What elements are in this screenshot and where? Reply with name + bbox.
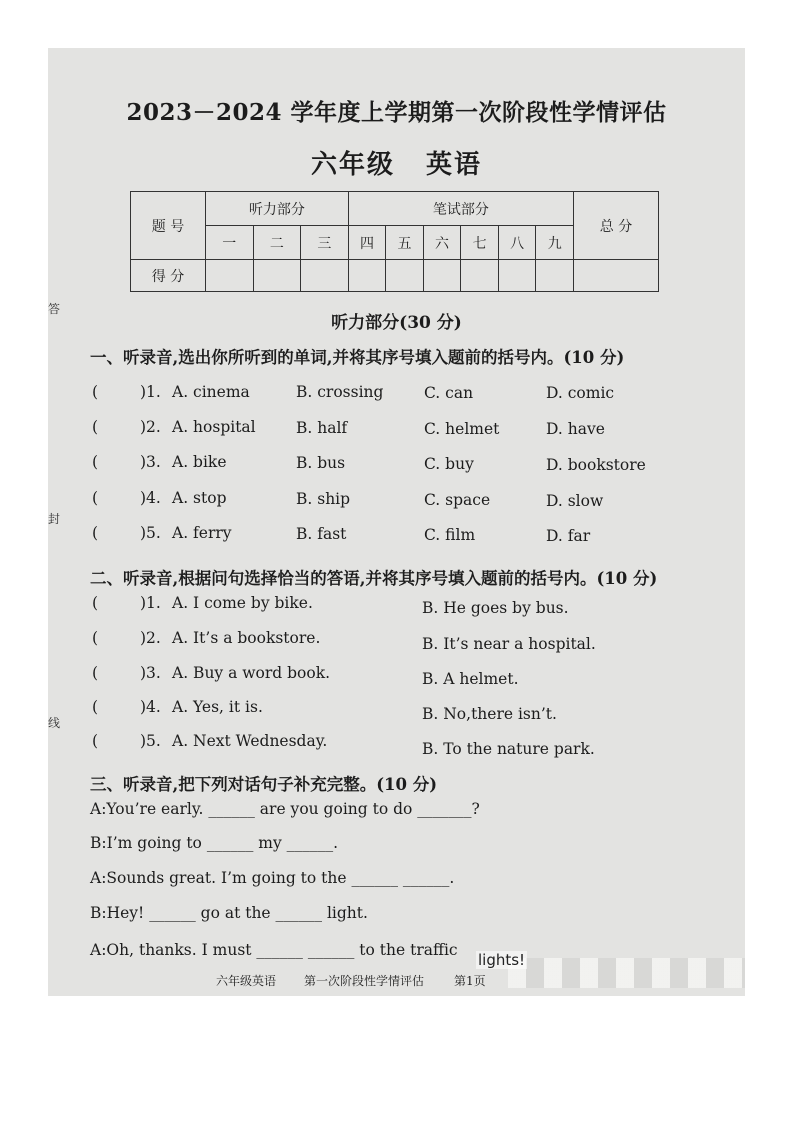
option-d: D. slow: [546, 492, 604, 510]
dialogue-line: B:I’m going to ______ my ______.: [90, 834, 339, 852]
option-d: D. comic: [546, 384, 615, 402]
option-a: A. ferry: [172, 524, 232, 542]
option-b: B. No,there isn’t.: [422, 705, 557, 723]
exam-subtitle: [48, 144, 745, 181]
dialogue-line: B:Hey! ______ go at the ______ light.: [90, 904, 368, 922]
section1-title: 一、听录音,选出你所听到的单词,并将其序号填入题前的括号内。(10 分): [90, 348, 625, 367]
option-b: B. crossing: [296, 383, 384, 401]
question-number: )3.: [140, 664, 161, 682]
answer-bracket[interactable]: (: [92, 383, 99, 401]
option-c: C. buy: [424, 455, 474, 473]
side-mark: 封: [48, 512, 61, 526]
total-header-cell: 总 分: [574, 192, 659, 260]
option-b: B. half: [296, 419, 348, 437]
answer-bracket[interactable]: (: [92, 732, 99, 750]
score-blank-cell[interactable]: [348, 260, 386, 292]
question-number: )4.: [140, 489, 161, 507]
question-number: )1.: [140, 383, 161, 401]
total-score-cell[interactable]: [574, 260, 659, 292]
section3-title: 三、听录音,把下列对话句子补充完整。(10 分): [90, 775, 438, 794]
exam-paper: [48, 48, 745, 996]
option-b: B. bus: [296, 454, 346, 472]
option-a: A. Next Wednesday.: [172, 732, 328, 750]
answer-bracket[interactable]: (: [92, 418, 99, 436]
score-blank-cell[interactable]: [253, 260, 301, 292]
number-cell: 八: [498, 226, 536, 260]
option-a: A. Buy a word book.: [172, 664, 331, 682]
answer-bracket[interactable]: (: [92, 453, 99, 471]
option-d: D. have: [546, 420, 605, 438]
score-blank-cell[interactable]: [206, 260, 254, 292]
blurred-region: [508, 958, 745, 988]
grade-label: 六年级: [310, 150, 395, 180]
number-cell: 五: [386, 226, 424, 260]
defen-cell: 得 分: [131, 260, 206, 292]
number-cell: 六: [423, 226, 461, 260]
dialogue-end-word: lights!: [478, 951, 526, 969]
option-c: C. helmet: [424, 420, 500, 438]
option-b: B. ship: [296, 490, 351, 508]
number-cell: 九: [536, 226, 574, 260]
answer-bracket[interactable]: (: [92, 524, 99, 542]
score-blank-cell[interactable]: [301, 260, 349, 292]
option-b: B. To the nature park.: [422, 740, 595, 758]
option-c: C. can: [424, 384, 474, 402]
option-d: D. far: [546, 527, 591, 545]
question-number: )5.: [140, 524, 161, 542]
option-a: A. I come by bike.: [172, 594, 313, 612]
score-blank-cell[interactable]: [423, 260, 461, 292]
dialogue-line: A:You’re early. ______ are you going to do _______?: [90, 800, 480, 818]
footer-left: 六年级英语: [216, 974, 277, 988]
answer-bracket[interactable]: (: [92, 664, 99, 682]
score-table: [130, 191, 659, 292]
option-a: A. bike: [172, 453, 227, 471]
number-cell: 三: [301, 226, 349, 260]
listening-part-heading: 听力部分(30 分): [331, 313, 462, 333]
number-cell: 七: [461, 226, 499, 260]
footer-middle: 第一次阶段性学情评估: [304, 974, 425, 988]
option-a: A. Yes, it is.: [172, 698, 263, 716]
dialogue-line: A:Sounds great. I’m going to the ______ ______.: [90, 869, 455, 887]
score-blank-cell[interactable]: [498, 260, 536, 292]
number-cell: 一: [206, 226, 254, 260]
answer-bracket[interactable]: (: [92, 489, 99, 507]
question-number: )2.: [140, 418, 161, 436]
exam-title: 2023－2024 学年度上学期第一次阶段性学情评估: [126, 99, 667, 126]
option-a: A. stop: [172, 489, 227, 507]
answer-bracket[interactable]: (: [92, 698, 99, 716]
option-d: D. bookstore: [546, 456, 646, 474]
option-c: C. space: [424, 491, 491, 509]
number-cell: 四: [348, 226, 386, 260]
option-a: A. It’s a bookstore.: [172, 629, 321, 647]
option-a: A. cinema: [172, 383, 250, 401]
score-blank-cell[interactable]: [536, 260, 574, 292]
side-mark: 线: [48, 716, 61, 730]
writing-header-cell: 笔试部分: [348, 192, 573, 226]
section2-title: 二、听录音,根据问句选择恰当的答语,并将其序号填入题前的括号内。(10 分): [90, 569, 658, 588]
answer-bracket[interactable]: (: [92, 594, 99, 612]
number-cell: 二: [253, 226, 301, 260]
tihao-cell: 题 号: [131, 192, 206, 260]
answer-bracket[interactable]: (: [92, 629, 99, 647]
dialogue-line: A:Oh, thanks. I must ______ ______ to the traffic: [90, 941, 458, 959]
option-b: B. fast: [296, 525, 347, 543]
option-c: C. film: [424, 526, 476, 544]
score-blank-cell[interactable]: [386, 260, 424, 292]
option-b: B. It’s near a hospital.: [422, 635, 596, 653]
question-number: )2.: [140, 629, 161, 647]
question-number: )4.: [140, 698, 161, 716]
option-b: B. He goes by bus.: [422, 599, 569, 617]
side-mark: 答: [48, 302, 61, 316]
question-number: )5.: [140, 732, 161, 750]
option-b: B. A helmet.: [422, 670, 519, 688]
subject-label: 英语: [426, 150, 483, 180]
option-a: A. hospital: [172, 418, 256, 436]
listening-header-cell: 听力部分: [206, 192, 349, 226]
score-blank-cell[interactable]: [461, 260, 499, 292]
footer-page: 第1页: [454, 974, 486, 988]
question-number: )1.: [140, 594, 161, 612]
question-number: )3.: [140, 453, 161, 471]
